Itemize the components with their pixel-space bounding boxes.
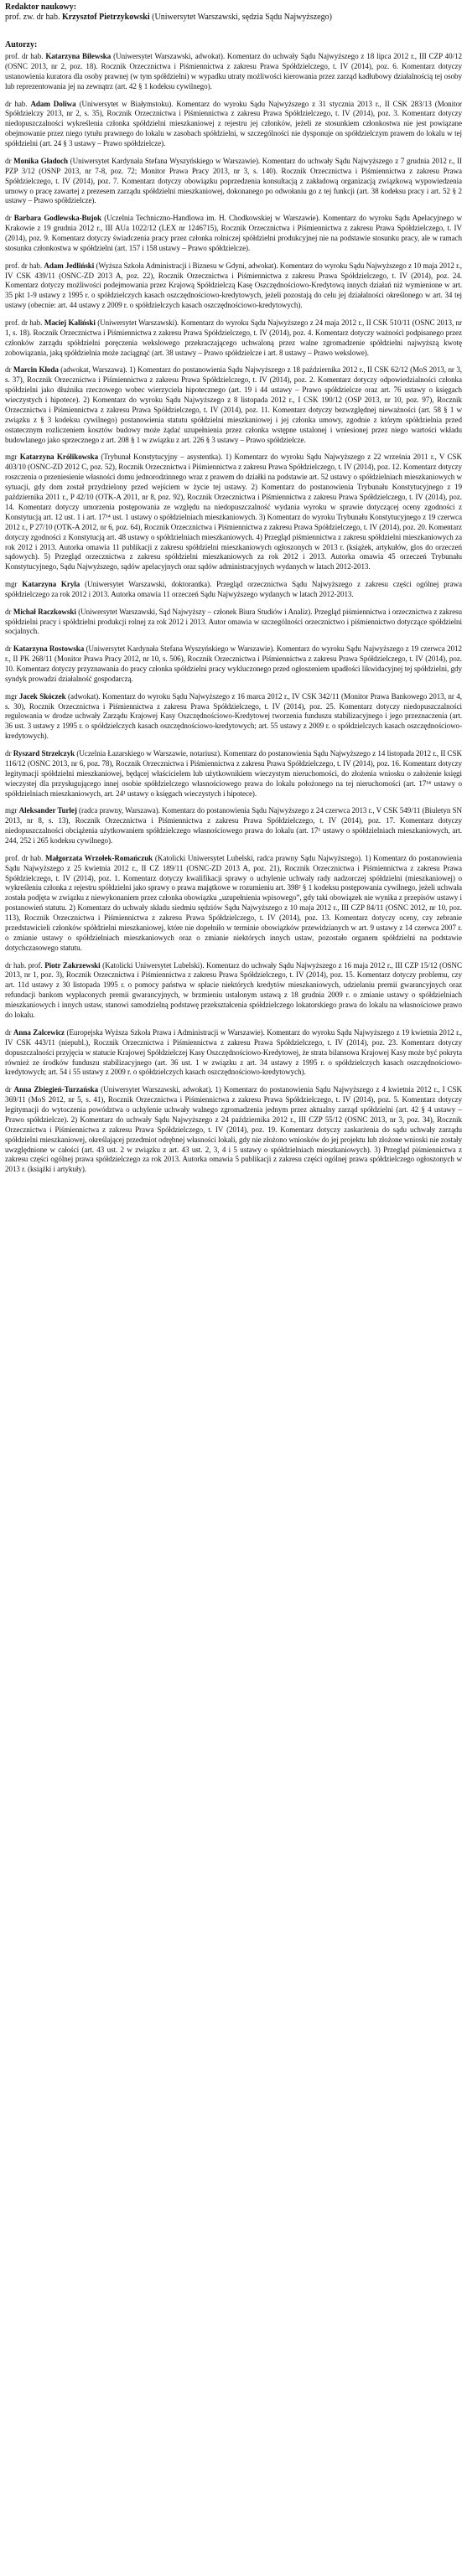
author-description: (adwokat, Warszawa). 1) Komentarz do postanowienia Sądu Najwyższego z 18 października 2012 r., II CSK 62/12 (MoS 2013, nr 3, s. 37), Rocznik Orzecznictwa i Piśmiennictwa z zakresu Prawa Spółdzielczego, t. IV (2014), poz. 2. Komentarz dotyczy odpowiedzialności członka spółdzielni jako dłużnika rzeczowego wobec wierzyciela hipotecznego (art. 19 i 44 ustawy – Prawo spółdzielcze oraz art. 76 ustawy o księgach wieczystych i hipotece). 2) Komentarz do wyroku Sądu Najwyższego z 8 listopada 2012 r., I CSK 190/12 (OSP 2013, nr 10, poz. 97), Rocznik Orzecznictwa i Piśmiennictwa z zakresu Prawa Spółdzielczego, t. IV (2014), poz. 11. Komentarz dotyczy bezwzględnej nieważności (art. 58 § 1 w związku z § 3 kodeksu cywilnego) postanowienia statutu spółdzielni mieszkaniowej i jej członka umowy, zgodnie z którym spółdzielnia przed ostatecznym rozliczeniem kosztów budowy może żądać uzupełnienia przez członka wstępne ustalonej i wniesionej przez niego wartości wkładu budowlanego jako sprzecznego z art. 208 § 1 w związku z art. 226 § 3 ustawy – Prawo spółdzielcze. bbox=[5, 365, 463, 444]
author-entry bbox=[5, 749, 462, 799]
author-entry bbox=[5, 644, 462, 685]
author-entry bbox=[5, 214, 462, 254]
author-name: Katarzyna Kryla bbox=[22, 580, 80, 589]
author-name: Piotr Zakrzewski bbox=[44, 960, 101, 970]
author-title: dr bbox=[5, 748, 13, 758]
author-title: dr hab. prof. bbox=[5, 960, 45, 970]
author-name: Anna Zbiegień-Turzańska bbox=[13, 1085, 99, 1094]
author-entry bbox=[5, 157, 462, 207]
author-description: (adwokat). Komentarz do wyroku Sądu Najwyższego z 16 marca 2012 r., IV CSK 342/11 (Monitor Prawa Bankowego 2013, nr 4, s. 30), Rocznik Orzecznictwa i Piśmiennictwa z zakresu Prawa Spółdzielczego, t. IV (2014), poz. 25. Komentarz dotyczy niedopuszczalności regulowania w drodze uchwały Zarządu Krajowej Kasy Oszczędnościowo-Kredytowej tworzenia funduszu stabilizacyjnego i jego przeznaczenia (art. 36 ust. 3 ustawy z 1995 r. o spółdzielczych kasach oszczędnościowo-kredytowych; art. 55 ustawy z 2009 r. o spółdzielczych kasach oszczędnościowo-kredytowych). bbox=[5, 691, 462, 741]
author-entry bbox=[5, 318, 462, 359]
author-title: prof. dr hab. bbox=[5, 318, 44, 327]
author-name: Barbara Godlewska-Bujok bbox=[13, 214, 101, 223]
author-title: dr bbox=[5, 644, 13, 654]
author-title: dr bbox=[5, 607, 13, 616]
editor-label: Redaktor naukowy: bbox=[5, 3, 77, 12]
author-title: mgr bbox=[5, 453, 20, 462]
author-description: (Uniwersytet Warszawski, Sąd Najwyższy – członek Biura Studiów i Analiz). Przegląd piśmiennictwa i orzecznictwa z zakresu spółdzielni pracy i spółdzielni produkcji rolnej za rok 2012 i 2013. Autor omawia w szczególności orzecznictwo i piśmiennictwo dotyczące spółdzielni socjalnych. bbox=[5, 607, 462, 636]
author-name: Katarzyna Bilewska bbox=[45, 52, 112, 61]
authors-heading: Autorzy: bbox=[5, 39, 38, 49]
author-description: (Uczelnia Techniczno-Handlowa im. H. Chodkowskiej w Warszawie). Komentarz do wyroku Sądu Apelacyjnego w Krakowie z 19 grudnia 2012 r., III AUa 1022/12 (LEX nr 1246715), Rocznik Orzecznictwa i Piśmiennictwa z zakresu Prawa Spółdzielczego, t. IV (2014), poz. 9. Komentarz dotyczy świadczenia pracy przez członka rolniczej spółdzielni produkcyjnej nie na podstawie stosunku pracy, ale w ramach stosunku członkostwa w spółdzielni (art. 157 i 158 ustawy – Prawo spółdzielcze). bbox=[5, 214, 462, 252]
author-title: dr hab. bbox=[5, 99, 31, 108]
author-name: Maciej Kaliński bbox=[44, 318, 96, 327]
author-name: Ryszard Strzelczyk bbox=[13, 748, 75, 758]
author-description: (Katolicki Uniwersytet Lubelski). Komentarz do uchwały Sądu Najwyższego z 16 maja 2012 r., III CZP 15/12 (OSNC 2013, nr 1, poz. 3), Rocznik Orzecznictwa i Piśmiennictwa z zakresu Prawa Spółdzielczego, t. IV (2014), poz. 15. Komentarz dotyczy problemu, czy art. 11d ustawy z 30 listopada 1995 r. o pomocy państwa w spłacie niektórych kredytów mieszkaniowych, udzielaniu premii gwarancyjnych oraz refundacji bankom wypłaconych premii gwarancyjnych, w brzmieniu ustalonym ustawą z 18 grudnia 2009 r. o zmianie ustawy o spółdzielniach mieszkaniowych i innych ustaw, stanowi samodzielną podstawę przekształcenia spółdzielczego lokatorskiego prawa do lokalu na własnościowe prawo do lokalu. bbox=[5, 960, 463, 1020]
author-description: (Uniwersytet Warszawski, doktorantka). Przegląd orzecznictwa Sądu Najwyższego z zakresu części ogólnej prawa spółdzielczego za rok 2012 i 2013. Autorka omawia 11 orzeczeń Sądu Najwyższego wydanych w latach 2012-2013. bbox=[5, 580, 462, 598]
author-name: Adam Doliwa bbox=[30, 99, 76, 108]
author-description: (Katolicki Uniwersytet Lubelski, radca prawny Sądu Najwyższego). 1) Komentarz do postanowienia Sądu Najwyższego z 25 kwietnia 2012 r., II CZ 189/11 (OSNC-ZD 2013 A, poz. 21), Rocznik Orzecznictwa i Piśmiennictwa z zakresu Prawa Spółdzielczego, t. IV (2014), poz. 1. Komentarz dotyczy kwalifikacji sprawy o uchylenie uchwały rady nadzorczej spółdzielni (mieszkaniowej) o wykreśleniu członka z rejestru spółdzielni jako sprawy o prawa majątkowe w rozumieniu art. 398² § 1 kodeksu postępowania cywilnego, jeżeli uchwała została podjęta w związku z niewykonaniem przez członka obowiązku „uzupełnienia wpisowego”, gdy taki obowiązek nie wynika z przepisów ustawy i postanowień statutu. 2) Komentarz do uchwały składu siedmiu sędziów Sądu Najwyższego z 10 maja 2012 r., III CZP 84/11 (OSNC 2012, nr 10, poz. 113), Rocznik Orzecznictwa i Piśmiennictwa z zakresu Prawa Spółdzielczego, t. IV (2014), poz. 13. Komentarz dotyczy oceny, czy zebranie przedstawicieli członków spółdzielni mieszkaniowej, które nie dopełniło w terminie obowiązków przewidzianych w art. 9 ustawy z 14 czerwca 2007 r. o zmianie ustawy o spółdzielniach mieszkaniowych oraz o zmianie niektórych innych ustaw, pozostało organem spółdzielni na podstawie dotychczasowego statutu. bbox=[5, 853, 463, 952]
author-description: (Uniwersytet Warszawski). Komentarz do wyroku Sądu Najwyższego z 24 maja 2012 r., II CSK 510/11 (OSNC 2013, nr 1, s. 18). Rocznik Orzecznictwa i Piśmiennictwa z zakresu Prawa Spółdzielczego, t. IV (2014), poz. 4. Komentarz dotyczy ważności podpisanego przez członków zarządu spółdzielni poręczenia wekslowego przekraczającego uchwaloną przez walne zgromadzenie spółdzielni najwyższą kwotę zobowiązania, jaką spółdzielnia może zaciągnąć (art. 38 ustawy – Prawo spółdzielcze i art. 8 ustawy – Prawo wekslowe). bbox=[5, 318, 462, 357]
author-entry bbox=[5, 854, 462, 954]
author-name: Katarzyna Królikowska bbox=[19, 453, 99, 462]
author-description: (Uniwersytet Kardynała Stefana Wyszyńskiego w Warszawie). Komentarz do uchwały Sądu Najwyższego z 7 grudnia 2012 r., II PZP 3/12 (OSNP 2013, nr 7-8, poz. 72; Monitor Prawa Pracy 2013, nr 3, s. 140). Rocznik Orzecznictwa i Piśmiennictwa z zakresu Prawa Spółdzielczego, t. IV (2014), poz. 7. Komentarz dotyczy obowiązku poprzedzenia konsultacją z zakładową organizacją związkową wypowiedzenia umowy o pracę zawartej z prezesem zarządu spółdzielni mieszkaniowej, dokonanego po odwołaniu go z tej funkcji (art. 38 kodeksu pracy i art. 52 § 2 ustawy – Prawo spółdzielcze). bbox=[5, 156, 462, 205]
author-title: mgr bbox=[5, 580, 23, 589]
author-name: Jacek Skóczek bbox=[18, 691, 66, 701]
author-entry bbox=[5, 52, 462, 92]
author-entry bbox=[5, 580, 462, 600]
author-title: prof. dr hab. bbox=[5, 52, 46, 61]
author-title: dr bbox=[5, 156, 14, 165]
author-title: prof. dr hab. bbox=[5, 261, 44, 270]
author-name: Adam Jedliński bbox=[44, 261, 95, 270]
author-name: Michał Raczkowski bbox=[13, 607, 76, 616]
author-description: (Uniwersytet Warszawski, adwokat). Komentarz do uchwały Sądu Najwyższego z 18 lipca 2012 r., III CZP 40/12 (OSNC 2013, nr 2, poz. 18). Rocznik Orzecznictwa i Piśmiennictwa z zakresu Prawa Spółdzielczego, t. IV (2014), poz. 6. Komentarz dotyczy ustanowienia kuratora dla osoby prawnej (w tym spółdzielni) w wypadku utraty możliwości kierowania przez zarząd kadłubowy działalnością tej osoby lub reprezentowania jej na zewnątrz (art. 42 § 1 kodeksu cywilnego). bbox=[5, 52, 463, 91]
author-name: Małgorzata Wrzołek-Romańczuk bbox=[44, 853, 153, 862]
author-description: (radca prawny, Warszawa). Komentarz do postanowienia Sądu Najwyższego z 24 czerwca 2013 r., V CSK 549/11 (Biuletyn SN 2013, nr 8, s. 13), Rocznik Orzecznictwa i Piśmiennictwa z zakresu Prawa Spółdzielczego, t. IV (2014), poz. 17. Komentarz dotyczy niedopuszczalności obciążenia użytkowaniem spółdzielczego własnościowego prawa do lokalu (art. 17¹ ustawy o spółdzielniach mieszkaniowych, art. 244, 252 i 265 kodeksu cywilnego). bbox=[5, 806, 463, 845]
author-description: (Uniwersytet Warszawski, adwokat). 1) Komentarz do postanowienia Sądu Najwyższego z 4 kwietnia 2012 r., I CSK 369/11 (MoS 2012, nr 5, s. 41), Rocznik Orzecznictwa i Piśmiennictwa z zakresu Prawa Spółdzielczego, t. IV (2014), poz. 5. Komentarz dotyczy legitymacji do wytoczenia powództwa o uchylenie uchwały walnego zgromadzenia jednym przez aktualny zarząd spółdzielni (art. 42 § 4 ustawy – Prawo spółdzielcze). 2) Komentarz do uchwały Sądu Najwyższego z 24 października 2012 r., III CZP 55/12 (OSNC 2013, nr 3, poz. 34), Rocznik Orzecznictwa i Piśmiennictwa z zakresu Prawa Spółdzielczego, t. IV (2014), poz. 19. Komentarz dotyczy zaskarżenia do sądu uchwały zarządu spółdzielni mieszkaniowej, określającej przedmiot odrębnej własności lokali, gdy nie złożono wniosków do jej projektu lub złożone wnioski nie zostały uwzględnione w całości (art. 43 ust. 2 w związku z art. 43 ust. 2, 3, 4 i 5 ustawy o spółdzielniach mieszkaniowych). 3) Przegląd piśmiennictwa z zakresu części ogólnej prawa spółdzielczego za rok 2013. Autorka omawia 5 publikacji z zakresu części ogólnej prawa spółdzielczego ogłoszonych w 2013 r. (książki i artykuły). bbox=[5, 1085, 463, 1174]
author-entry bbox=[5, 692, 462, 742]
author-description: (Uniwersytet Kardynała Stefana Wyszyńskiego w Warszawie). Komentarz do wyroku Sądu Najwyższego z 19 czerwca 2012 r., II PK 268/11 (Monitor Prawa Pracy 2012, nr 10, s. 506), Rocznik Orzecznictwa i Piśmiennictwa z zakresu Prawa Spółdzielczego, t. IV (2014), poz. 10. Komentarz dotyczy przyznawania do pracy członka spółdzielni pracy wykluczonego przed ogłoszeniem upadłości likwidacyjnej tej spółdzielni, gdy syndyk prowadzi działalność gospodarczą. bbox=[5, 644, 462, 683]
author-name: Aleksander Turlej bbox=[18, 806, 77, 815]
editor-name: Krzysztof Pietrzykowski bbox=[61, 13, 150, 23]
author-description: (Uniwersytet w Białymstoku). Komentarz do wyroku Sądu Najwyższego z 31 stycznia 2013 r., II CSK 283/13 (Monitor Spółdzielczy 2013, nr 2, s. 35), Rocznik Orzecznictwa i Piśmiennictwa z zakresu Prawa Spółdzielczego, t. IV (2014), poz. 3. Komentarz dotyczy niedopuszczalności wykreślenia członka spółdzielni mieszkaniowej z rejestru jej członków, jeżeli ze stosunkiem członkostwa nie jest powiązane obejmowanie przez niego tytułu prawnego do lokalu w zasobach spółdzielni, w szczególności nie dysponuje on spółdzielczym prawem do lokalu w tej spółdzielni (art. 24 § 3 ustawy – Prawo spółdzielcze). bbox=[5, 99, 463, 148]
author-title: mgr bbox=[5, 806, 19, 815]
author-description: (Uczelnia Łazarskiego w Warszawie, notariusz). Komentarz do postanowienia Sądu Najwyższego z 14 listopada 2012 r., II CSK 116/12 (OSNC 2013, nr 6, poz. 78), Rocznik Orzecznictwa i Piśmiennictwa z zakresu Prawa Spółdzielczego, t. IV (2014), poz. 16. Komentarz dotyczy legitymacji spółdzielni mieszkaniowej, będącej właścicielem lub użytkownikiem wieczystym nieruchomości, do złożenia wniosku o założenie księgi wieczystej dla przysługującego innej osobie spółdzielczego własnościowego prawa do lokalu położonego na tej nieruchomości (art. 17¹⁴ ustawy o spółdzielniach mieszkaniowych, art. 24¹ ustawy o księgach wieczystych i hipotece). bbox=[5, 748, 462, 798]
author-title: dr bbox=[5, 214, 14, 223]
author-entry bbox=[5, 1028, 462, 1079]
scientific-editor-block bbox=[5, 3, 462, 23]
author-name: Katarzyna Rostowska bbox=[13, 644, 85, 654]
authors-list bbox=[5, 52, 462, 1175]
author-entry bbox=[5, 961, 462, 1021]
editor-affiliation: (Uniwersytet Warszawski, sędzia Sądu Najwyższego) bbox=[149, 13, 332, 23]
author-title: dr bbox=[5, 365, 13, 375]
author-name: Anna Zalcewicz bbox=[13, 1027, 65, 1037]
author-entry bbox=[5, 261, 462, 312]
author-name: Monika Gładoch bbox=[13, 156, 68, 165]
author-entry bbox=[5, 453, 462, 572]
author-entry bbox=[5, 806, 462, 846]
author-title: prof. dr hab. bbox=[5, 853, 45, 862]
author-entry bbox=[5, 608, 462, 638]
author-title: mgr bbox=[5, 691, 19, 701]
author-entry bbox=[5, 365, 462, 445]
author-name: Marcin Kłoda bbox=[13, 365, 59, 375]
author-title: dr bbox=[5, 1027, 13, 1037]
author-description: (Trybunał Konstytucyjny – asystentka). 1) Komentarz do wyroku Sądu Najwyższego z 22 września 2011 r., V CSK 403/10 (OSNC-ZD 2012 C, poz. 52), Rocznik Orzecznictwa i Piśmiennictwa z zakresu Prawa Spółdzielczego, t. IV (2014), poz. 12. Komentarz dotyczy roszczenia o przeniesienie własności domu jednorodzinnego wraz z prawem do działki na podstawie art. 52 ustawy o spółdzielniach mieszkaniowych w sytuacji, gdy dom został przydzielony przed wejściem w życie tej ustawy. 2) Komentarz do postanowienia Trybunału Konstytucyjnego z 19 października 2011 r., P 42/10 (OTK-A 2011, nr 8, poz. 92), Rocznik Orzecznictwa i Piśmiennictwa z zakresu Prawa Spółdzielczego, t. IV (2014), poz. 14. Komentarz dotyczy umorzenia postępowania ze względu na niedopuszczalność wydania wyroku w sprawie dotyczącej oceny zgodności z Konstytucją art. 12 ust. 1 i art. 17¹⁴ ust. 1 ustawy o spółdzielniach mieszkaniowych. 3) Komentarz do wyroku Trybunału Konstytucyjnego z 19 czerwca 2012 r., P 27/10 (OTK-A 2012, nr 6, poz. 64), Rocznik Orzecznictwa i Piśmiennictwa z zakresu Prawa Spółdzielczego, t. IV (2014), poz. 20. Komentarz dotyczy zgodności z Konstytucją art. 48 ustawy o spółdzielniach mieszkaniowych. 4) Przegląd piśmiennictwa z zakresu spółdzielni mieszkaniowych za rok 2012 i 2013. Autorka omawia 11 publikacji z zakresu spółdzielni mieszkaniowych ogłoszonych w 2013 r. (książek, artykułów, glos do orzeczeń sądowych). 5) Przegląd orzecznictwa z zakresu spółdzielni mieszkaniowych za rok 2012 i 2013. Autorka omawia 45 orzeczeń Trybunału Konstytucyjnego, Sądu Najwyższego, sądów apelacyjnych oraz sądów administracyjnych wydanych w latach 2012-2013. bbox=[5, 453, 463, 572]
author-entry bbox=[5, 1085, 462, 1175]
author-description: (Europejska Wyższa Szkoła Prawa i Administracji w Warszawie). Komentarz do wyroku Sądu Najwyższego z 19 kwietnia 2012 r., IV CSK 443/11 (niepubl.), Rocznik Orzecznictwa i Piśmiennictwa z zakresu Prawa Spółdzielczego, t. IV (2014), poz. 23. Komentarz dotyczy dopuszczalności przyjęcia w statucie Krajowej Spółdzielczej Kasy Oszczędnościowo-Kredytowej, że strata bilansowa Krajowej Kasy może być pokryta również ze środków funduszu stabilizacyjnego (art. 36 ust. 1 w związku z art. 34 ustawy z 1995 r. o spółdzielczych kasach oszczędnościowo-kredytowych; art. 54 i 55 ustawy z 2009 r. o spółdzielczych kasach oszczędnościowo-kredytowych). bbox=[5, 1027, 462, 1077]
author-entry bbox=[5, 100, 462, 150]
editor-prefix: prof. zw. dr hab. bbox=[5, 13, 62, 23]
author-description: (Wyższa Szkoła Administracji i Biznesu w Gdyni, adwokat). Komentarz do wyroku Sądu Najwyższego z 10 maja 2012 r., IV CSK 439/11 (OSNC-ZD 2013 A, poz. 22), Rocznik Orzecznictwa i Piśmiennictwa z zakresu Prawa Spółdzielczego, t. IV (2014), poz. 24. Komentarz dotyczy możliwości podejmowania przez Krajową Spółdzielczą Kasę Oszczędnościowo-Kredytową innych działań niż wymienione w art. 35 pkt 1-9 ustawy z 1995 r. o spółdzielczych kasach oszczędnościowo-kredytowych, jeżeli pozostają do celu jej działalności określonego w art. 34 tej ustawy (obecnie: art. 44 ustawy z 2009 r. o spółdzielczych kasach oszczędnościowo-kredytowych). bbox=[5, 261, 462, 310]
author-title: dr bbox=[5, 1085, 14, 1094]
